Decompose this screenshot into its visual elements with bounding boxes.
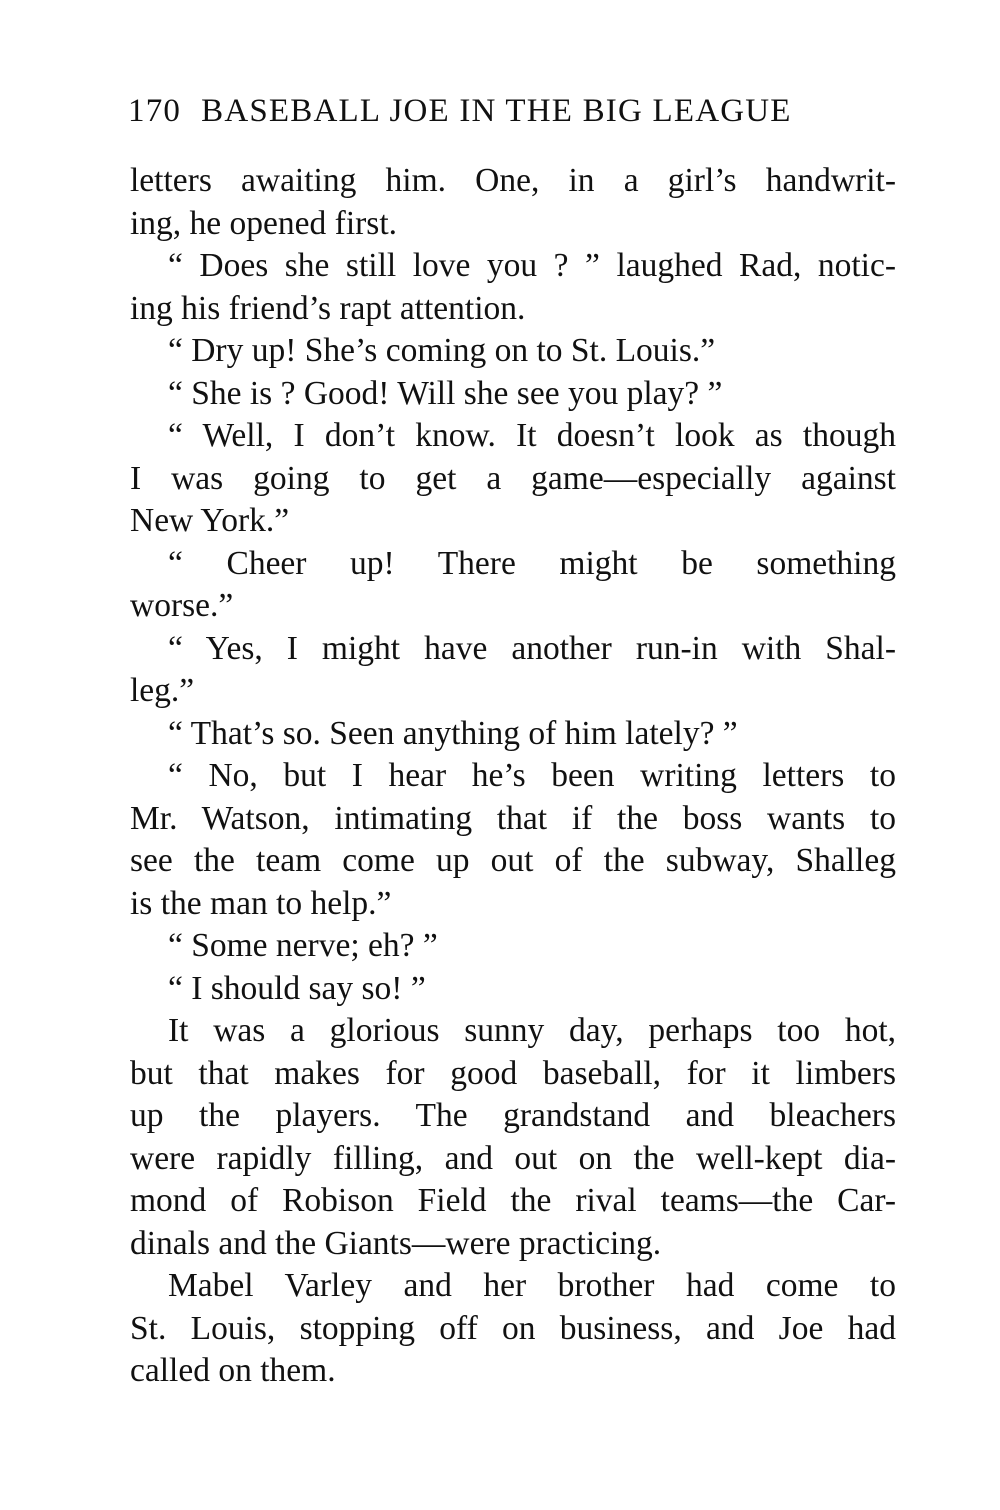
text-line: worse.” [130, 587, 234, 624]
text-line: is the man to help.” [130, 884, 392, 922]
text-line: Mr. Watson, intimating that if the boss wants to [130, 799, 896, 837]
text-line: ing his friend’s rapt attention. [130, 289, 526, 327]
text-line: “ No, but I hear he’s been writing letters to [168, 757, 896, 794]
text-line: St. Louis, stopping off on business, and Joe had [130, 1309, 896, 1347]
text-line: “ I should say so! ” [168, 969, 426, 1007]
text-line: “ She is ? Good! Will she see you play? ” [168, 374, 723, 412]
text-line: Mabel Varley and her brother had come to [168, 1267, 896, 1304]
text-line: were rapidly filling, and out on the well-kept dia- [130, 1139, 896, 1177]
text-line: ing, he opened first. [130, 204, 398, 242]
text-line: “ Dry up! She’s coming on to St. Louis.” [168, 332, 716, 369]
text-line: It was a glorious sunny day, perhaps too hot, [168, 1012, 896, 1049]
text-line: New York.” [130, 502, 290, 539]
running-title: BASEBALL JOE IN THE BIG LEAGUE [201, 93, 792, 129]
text-line: “ Does she still love you ? ” laughed Rad, notic- [168, 247, 896, 284]
text-line: mond of Robison Field the rival teams—the Car- [130, 1182, 896, 1219]
text-line: “ Well, I don’t know. It doesn’t look as though [168, 417, 896, 454]
text-line: called on them. [130, 1352, 336, 1389]
body-text [130, 160, 896, 1393]
text-line: dinals and the Giants—were practicing. [130, 1224, 662, 1262]
text-line: “ Some nerve; eh? ” [168, 927, 438, 964]
text-line: letters awaiting him. One, in a girl’s handwrit- [130, 162, 896, 199]
text-line: but that makes for good baseball, for it limbers [130, 1054, 896, 1092]
page-number: 170 [128, 93, 182, 129]
text-line: leg.” [130, 672, 195, 709]
text-line: see the team come up out of the subway, Shalleg [130, 842, 896, 879]
text-line: “ Cheer up! There might be something [168, 544, 896, 582]
text-line: up the players. The grandstand and bleachers [130, 1097, 896, 1134]
text-line: “ That’s so. Seen anything of him lately? ” [168, 714, 738, 752]
text-line: I was going to get a game—especially against [130, 459, 896, 497]
text-line: “ Yes, I might have another run-in with Shal- [168, 629, 896, 667]
running-head [128, 86, 898, 136]
